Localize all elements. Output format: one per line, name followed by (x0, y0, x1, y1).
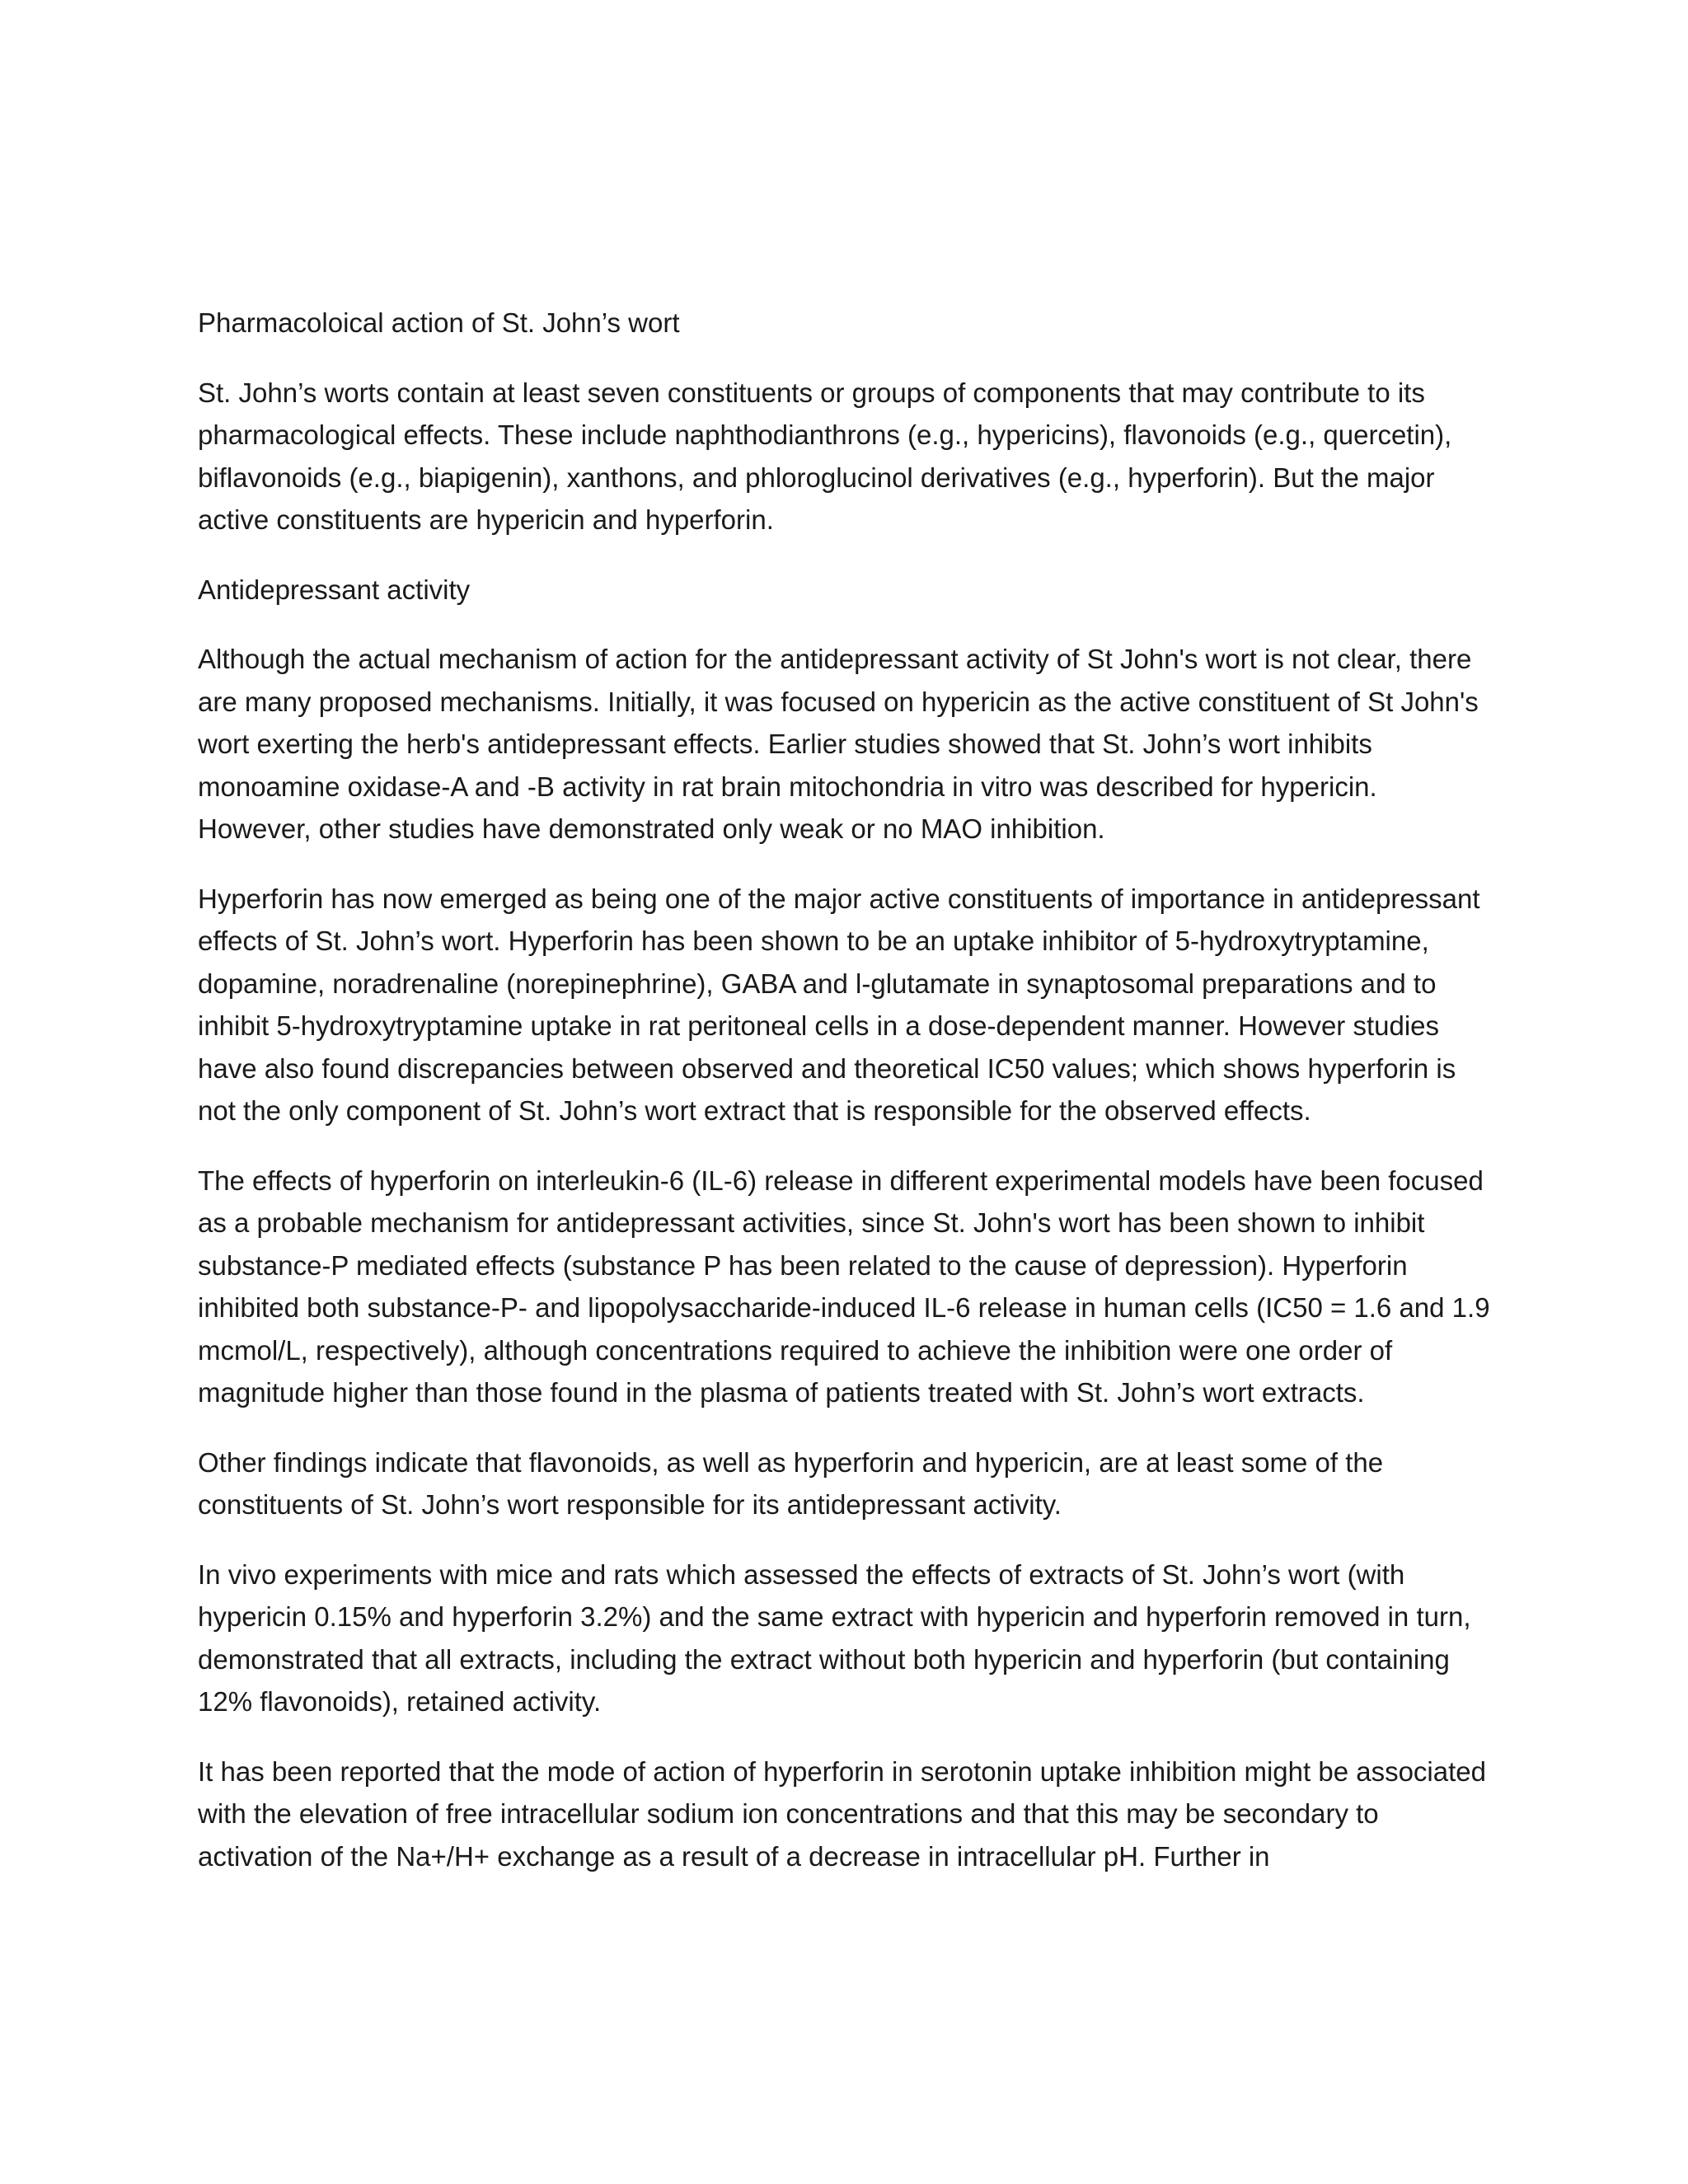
paragraph-in-vivo: In vivo experiments with mice and rats which assessed the effects of extracts of St. John’s wort (with hypericin 0.15% and hyperforin 3.2%) and the same extract with hypericin and hyperforin removed in turn, demonstrated that all extracts, including the extract without both hypericin and hyperforin (but containing 12% flavonoids), retained activity. (198, 1558, 1471, 1717)
paragraph-sodium-exchange: It has been reported that the mode of action of hyperforin in serotonin uptake inhibition might be associated with the elevation of free intracellular sodium ion concentrations and that this may be secondary to activation of the Na+/H+ exchange as a result of a decrease in intracellular pH. Further in (198, 1755, 1486, 1872)
paragraph-mechanism: Although the actual mechanism of action for the antidepressant activity of St John's wort is not clear, there are many proposed mechanisms. Initially, it was focused on hypericin as the active constituent of St John's wort exerting the herb's antidepressant effects. Earlier studies showed that St. John’s wort inhibits monoamine oxidase-A and -B activity in rat brain mitochondria in vitro was described for hypericin. However, other studies have demonstrated only weak or no MAO inhibition. (198, 644, 1479, 844)
document-body (198, 302, 1496, 1905)
paragraph-flavonoids: Other findings indicate that flavonoids, as well as hyperforin and hypericin, are at least some of the constituents of St. John’s wort responsible for its antidepressant activity. (198, 1446, 1384, 1520)
paragraph-interleukin: The effects of hyperforin on interleukin-6 (IL-6) release in different experimental models have been focused as a probable mechanism for antidepressant activities, since St. John's wort has been shown to inhibit substance-P mediated effects (substance P has been related to the cause of depression). Hyperforin inhibited both substance-P- and lipopolysaccharide-induced IL-6 release in human cells (IC50 = 1.6 and 1.9 mcmol/L, respectively), although concentrations required to achieve the inhibition were one order of magnitude higher than those found in the plasma of patients treated with St. John’s wort extracts. (198, 1165, 1490, 1408)
paragraph-hyperforin-uptake: Hyperforin has now emerged as being one of the major active constituents of importance in antidepressant effects of St. John’s wort. Hyperforin has been shown to be an uptake inhibitor of 5-hydroxytryptamine, dopamine, noradrenaline (norepinephrine), GABA and l-glutamate in synaptosomal preparations and to inhibit 5-hydroxytryptamine uptake in rat peritoneal cells in a dose-dependent manner. However studies have also found discrepancies between observed and theoretical IC50 values; which shows hyperforin is not the only component of St. John’s wort extract that is responsible for the observed effects. (198, 883, 1480, 1126)
section-heading-antidepressant: Antidepressant activity (198, 574, 471, 605)
document-title: Pharmacoloical action of St. John’s wort (198, 307, 680, 338)
intro-paragraph: St. John’s worts contain at least seven constituents or groups of components that may contribute to its pharmacological effects. These include naphthodianthrons (e.g., hypericins), flavonoids (e.g., quercetin), biflavonoids (e.g., biapigenin), xanthons, and phloroglucinol derivatives (e.g., hyperforin). But the major active constituents are hypericin and hyperforin. (198, 377, 1452, 535)
